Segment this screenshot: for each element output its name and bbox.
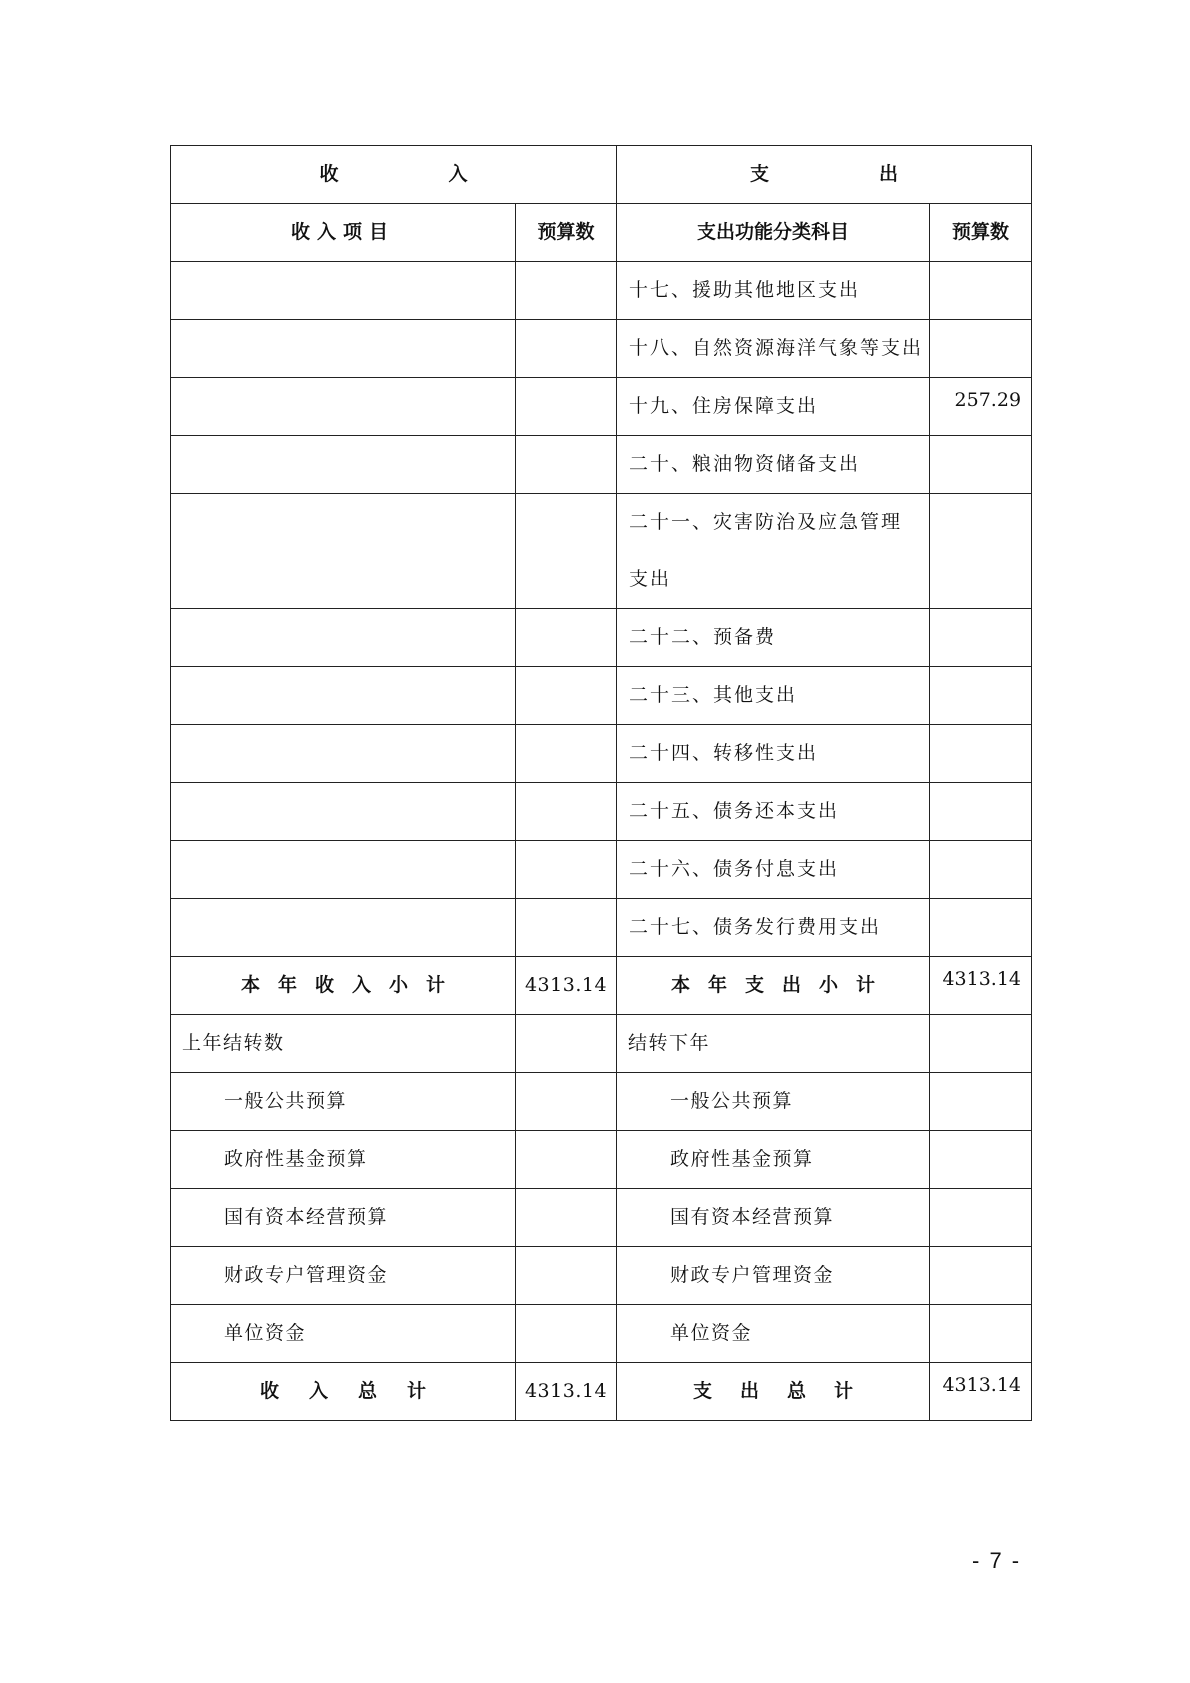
table-row — [171, 841, 1032, 899]
income-budget-header: 预算数 — [516, 204, 617, 262]
table-row — [171, 1073, 1032, 1131]
expenditure-value-cell — [930, 1131, 1032, 1189]
income-carryover-item: 单位资金 — [171, 1305, 516, 1363]
expenditure-value-cell — [930, 899, 1032, 957]
income-item-cell — [171, 378, 516, 436]
expenditure-value-cell — [930, 667, 1032, 725]
expenditure-item-header: 支出功能分类科目 — [617, 204, 930, 262]
expenditure-subtotal-value: 4313.14 — [930, 957, 1032, 1015]
expenditure-carryover-item: 政府性基金预算 — [617, 1131, 930, 1189]
expenditure-value-cell: 257.29 — [930, 378, 1032, 436]
table-row — [171, 609, 1032, 667]
table-row — [171, 1189, 1032, 1247]
income-item-cell — [171, 725, 516, 783]
income-value-cell — [516, 1015, 617, 1073]
income-carryover-item: 一般公共预算 — [171, 1073, 516, 1131]
expenditure-value-cell — [930, 1015, 1032, 1073]
income-value-cell — [516, 609, 617, 667]
expenditure-carryover-item: 国有资本经营预算 — [617, 1189, 930, 1247]
table-row — [171, 494, 1032, 609]
income-item-cell — [171, 609, 516, 667]
expenditure-value-cell — [930, 609, 1032, 667]
expenditure-item-cell: 十七、援助其他地区支出 — [617, 262, 930, 320]
income-subtotal-value: 4313.14 — [516, 957, 617, 1015]
table-row — [171, 378, 1032, 436]
table-row — [171, 436, 1032, 494]
table-row — [171, 783, 1032, 841]
income-carryover-item: 国有资本经营预算 — [171, 1189, 516, 1247]
expenditure-item-cell: 二十三、其他支出 — [617, 667, 930, 725]
income-value-cell — [516, 1305, 617, 1363]
income-item-cell — [171, 841, 516, 899]
income-item-cell — [171, 436, 516, 494]
income-total-label: 收入总计 — [171, 1363, 516, 1421]
column-header-row — [171, 204, 1032, 262]
table-row — [171, 1305, 1032, 1363]
income-value-cell — [516, 436, 617, 494]
total-row — [171, 1363, 1032, 1421]
income-total-value: 4313.14 — [516, 1363, 617, 1421]
table-row — [171, 1131, 1032, 1189]
income-value-cell — [516, 841, 617, 899]
section-header-row — [171, 146, 1032, 204]
expenditure-value-cell — [930, 1247, 1032, 1305]
income-value-cell — [516, 725, 617, 783]
income-section-header: 收入 — [171, 146, 617, 204]
page-number: - 7 - — [972, 1548, 1022, 1573]
income-subtotal-label: 本年收入小计 — [171, 957, 516, 1015]
expenditure-section-header: 支出 — [617, 146, 1032, 204]
table-row — [171, 320, 1032, 378]
expenditure-subtotal-label: 本年支出小计 — [617, 957, 930, 1015]
income-value-cell — [516, 667, 617, 725]
expenditure-value-cell — [930, 725, 1032, 783]
subtotal-row — [171, 957, 1032, 1015]
expenditure-total-label: 支出总计 — [617, 1363, 930, 1421]
income-value-cell — [516, 899, 617, 957]
income-value-cell — [516, 378, 617, 436]
income-value-cell — [516, 1131, 617, 1189]
table-row — [171, 262, 1032, 320]
expenditure-value-cell — [930, 1189, 1032, 1247]
expenditure-item-cell: 二十七、债务发行费用支出 — [617, 899, 930, 957]
expenditure-item-cell: 二十六、债务付息支出 — [617, 841, 930, 899]
income-value-cell — [516, 262, 617, 320]
income-carryover-item: 财政专户管理资金 — [171, 1247, 516, 1305]
table-row — [171, 667, 1032, 725]
expenditure-value-cell — [930, 262, 1032, 320]
income-value-cell — [516, 783, 617, 841]
expenditure-item-cell: 二十一、灾害防治及应急管理支出 — [617, 494, 930, 609]
income-item-cell — [171, 494, 516, 609]
income-value-cell — [516, 494, 617, 609]
expenditure-item-cell: 十九、住房保障支出 — [617, 378, 930, 436]
carryover-header-row — [171, 1015, 1032, 1073]
expenditure-value-cell — [930, 436, 1032, 494]
expenditure-carryover-item: 单位资金 — [617, 1305, 930, 1363]
income-item-header: 收入项目 — [171, 204, 516, 262]
expenditure-value-cell — [930, 841, 1032, 899]
expenditure-budget-header: 预算数 — [930, 204, 1032, 262]
income-item-cell — [171, 899, 516, 957]
expenditure-value-cell — [930, 320, 1032, 378]
expenditure-carryover-item: 财政专户管理资金 — [617, 1247, 930, 1305]
income-item-cell — [171, 262, 516, 320]
expenditure-value-cell — [930, 1073, 1032, 1131]
expenditure-value-cell — [930, 783, 1032, 841]
income-value-cell — [516, 1073, 617, 1131]
expenditure-item-cell: 二十五、债务还本支出 — [617, 783, 930, 841]
table-row — [171, 725, 1032, 783]
expenditure-item-cell: 二十、粮油物资储备支出 — [617, 436, 930, 494]
income-item-cell — [171, 667, 516, 725]
income-value-cell — [516, 320, 617, 378]
expenditure-item-cell: 二十二、预备费 — [617, 609, 930, 667]
income-item-cell — [171, 783, 516, 841]
expenditure-carryover-label: 结转下年 — [617, 1015, 930, 1073]
income-value-cell — [516, 1247, 617, 1305]
income-item-cell — [171, 320, 516, 378]
income-value-cell — [516, 1189, 617, 1247]
expenditure-item-cell: 十八、自然资源海洋气象等支出 — [617, 320, 930, 378]
income-carryover-label: 上年结转数 — [171, 1015, 516, 1073]
expenditure-item-cell: 二十四、转移性支出 — [617, 725, 930, 783]
table-row — [171, 1247, 1032, 1305]
expenditure-value-cell — [930, 494, 1032, 609]
expenditure-value-cell — [930, 1305, 1032, 1363]
table-row — [171, 899, 1032, 957]
income-carryover-item: 政府性基金预算 — [171, 1131, 516, 1189]
expenditure-total-value: 4313.14 — [930, 1363, 1032, 1421]
budget-summary-table — [170, 145, 1032, 1421]
expenditure-carryover-item: 一般公共预算 — [617, 1073, 930, 1131]
